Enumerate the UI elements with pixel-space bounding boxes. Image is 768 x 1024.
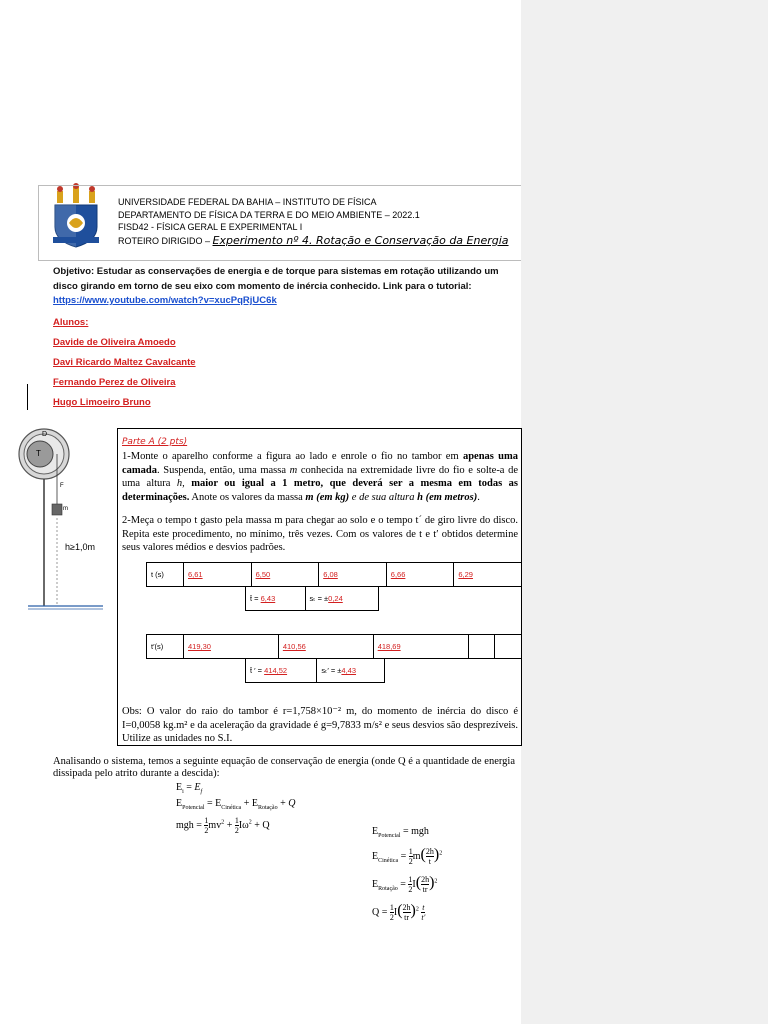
- tprime-stats-table: [245, 658, 385, 683]
- tprime-mean[interactable]: 414,52: [264, 666, 288, 675]
- equation-q: Q = $\frac{1}{2}$ I( $\frac{2h}{tr}$ )$^2$ $\frac{t}{t'}$: [372, 902, 426, 923]
- t-mean[interactable]: 6,43: [260, 594, 276, 603]
- tprime-measurements-table: [146, 634, 522, 659]
- header-department: DEPARTAMENTO DE FÍSICA DA TERRA E DO MEIO AMBIENTE – 2022.1: [118, 210, 420, 220]
- tutorial-link[interactable]: https://www.youtube.com/watch?v=xucPqRjUC6k: [53, 295, 277, 306]
- students-list: [53, 314, 353, 414]
- equation-mgh: mgh = $\frac{1}{2}$ $mv^2$ + $\frac{1}{2}$ $I\omega^2 + Q$: [176, 816, 270, 835]
- part-a-box: [117, 428, 522, 746]
- step1-bold-italic: h (em metros): [417, 492, 478, 504]
- tprime-sd-label: sₜ′ = ±: [321, 666, 342, 675]
- step1-bold-italic: m (em kg): [305, 492, 350, 504]
- step1-text: conhecida na extremidade livre do fio e solte-a de uma altura: [122, 464, 518, 490]
- header-roteiro-prefix: ROTEIRO DIRIGIDO –: [118, 236, 213, 246]
- t-mean-label: t̄ =: [250, 594, 261, 603]
- step1-text: 1-Monte o aparelho conforme a figura ao lado e enrole o fio no tambor em: [122, 451, 463, 462]
- tprime-sd-cell: [317, 659, 385, 683]
- tprime-mean-cell: [246, 659, 317, 683]
- step1-text: . Suspenda, então, uma massa: [157, 464, 290, 476]
- t-cell: [184, 563, 252, 587]
- header-left-rule: [38, 185, 39, 260]
- t-value[interactable]: 6,66: [390, 570, 406, 579]
- university-logo: [47, 183, 105, 249]
- tprime-cell: [373, 635, 468, 659]
- t-stats-table: [245, 586, 379, 611]
- tprime-cell: [468, 635, 495, 659]
- experiment-title: Experimento nº 4. Rotação e Conservação da Energia: [212, 234, 509, 247]
- objective: [53, 265, 515, 309]
- tprime-cell: [184, 635, 279, 659]
- equation-energy-terms: $E_{Potencial} = E_{Cinética} + E_{Rotação} + Q$: [176, 798, 296, 811]
- step1-text: .: [477, 492, 480, 504]
- student-name: Davi Ricardo Maltez Cavalcante: [53, 357, 196, 368]
- equation-potential: $E_{Potencial}$ = mgh: [372, 826, 429, 839]
- student-name: Fernando Perez de Oliveira: [53, 377, 176, 388]
- tprime-mean-label: t̄ ′ =: [250, 666, 265, 675]
- header-course: FISD42 - FÍSICA GERAL E EXPERIMENTAL I: [118, 222, 303, 232]
- step1-italic: h,: [176, 478, 185, 490]
- part-a-title: Parte A (2 pts): [122, 437, 188, 447]
- t-value[interactable]: 6,08: [323, 570, 338, 579]
- t-sd-cell: [305, 587, 378, 611]
- part-a-title-wrap: [122, 431, 187, 449]
- part-a-step1: [122, 450, 518, 505]
- header-university: UNIVERSIDADE FEDERAL DA BAHIA – INSTITUTO DE FÍSICA: [118, 197, 377, 207]
- tprime-label: t′(s): [147, 635, 184, 659]
- students-title: Alunos:: [53, 317, 89, 328]
- t-sd[interactable]: 0,24: [328, 594, 343, 603]
- header-top-rule: [38, 185, 521, 186]
- t-label: t (s): [147, 563, 184, 587]
- label-m: m: [63, 506, 68, 512]
- tprime-cell: [278, 635, 373, 659]
- step1-italic: m: [289, 464, 298, 476]
- t-measurements-table: [146, 562, 522, 587]
- label-d: D: [42, 431, 48, 438]
- t-cell: [251, 563, 319, 587]
- observation: Obs: O valor do raio do tambor é r=1,758×10⁻² m, do momento de inércia do disco é I=0,0058 kg.m² e da aceleração da gravidade é g=9,7833 m/s² e seus desvios são desprezíveis. Utilize as unidades no S.I.: [122, 706, 518, 745]
- step1-bold: apenas uma camada: [122, 451, 519, 476]
- student-name: Hugo Limoeiro Bruno: [53, 397, 151, 408]
- t-cell: [386, 563, 454, 587]
- t-value[interactable]: 6,50: [255, 570, 271, 579]
- t-value[interactable]: 6,61: [188, 570, 203, 579]
- equation-rotational: $E_{Rotação}$ = $\frac{1}{2}$ I( $\frac{2h}{tr}$ )$^2$: [372, 874, 438, 895]
- comments-sidebar: [521, 0, 768, 1024]
- header-roteiro: [118, 235, 509, 247]
- tprime-value[interactable]: 410,56: [282, 642, 306, 651]
- margin-bar: [27, 384, 28, 410]
- tprime-value[interactable]: 419,30: [188, 642, 211, 651]
- student-name: Davide de Oliveira Amoedo: [53, 337, 176, 348]
- equation-energy-balance: $E_i = E_f$: [176, 782, 203, 795]
- t-value[interactable]: 6,29: [458, 570, 473, 579]
- label-f: F: [60, 483, 64, 489]
- label-h: h≥1,0m: [65, 542, 95, 552]
- equation-kinetic: $E_{Cinética}$ = $\frac{1}{2}$ m( $\frac{2h}{t}$ )$^2$: [372, 846, 443, 867]
- analysis-text: Analisando o sistema, temos a seguinte equação de conservação de energia (onde Q é a quantidade de energia dissipada pelo atrito durante a descida):: [53, 756, 515, 779]
- step1-text: Anote os valores da massa: [189, 492, 306, 504]
- tprime-value[interactable]: 418,69: [377, 642, 401, 651]
- objective-text: Objetivo: Estudar as conservações de energia e de torque para sistemas em rotação utilizando um disco girando em torno de seu eixo com momento de inércia conhecido. Link para o tutorial:: [53, 266, 499, 292]
- part-a-step2: 2-Meça o tempo t gasto pela massa m para chegar ao solo e o tempo t´ de giro livre do disco. Repita este procedimento, no mínimo, três vezes. Com os valores de t e t′ obtidos determine seus valores médios e desvios padrões.: [122, 515, 518, 554]
- label-t: T: [36, 449, 41, 458]
- t-cell: [454, 563, 522, 587]
- apparatus-figure: [8, 426, 112, 614]
- tprime-cell: [495, 635, 522, 659]
- t-mean-cell: [246, 587, 306, 611]
- step1-italic: e de sua altura: [349, 492, 418, 504]
- step1-bold: maior ou igual a 1 metro, que deverá ser a mesma em todas as determinações.: [122, 478, 518, 504]
- t-cell: [319, 563, 387, 587]
- tprime-sd[interactable]: 4,43: [341, 666, 357, 675]
- header-bottom-rule: [38, 260, 521, 261]
- t-sd-label: sₜ = ±: [309, 594, 329, 603]
